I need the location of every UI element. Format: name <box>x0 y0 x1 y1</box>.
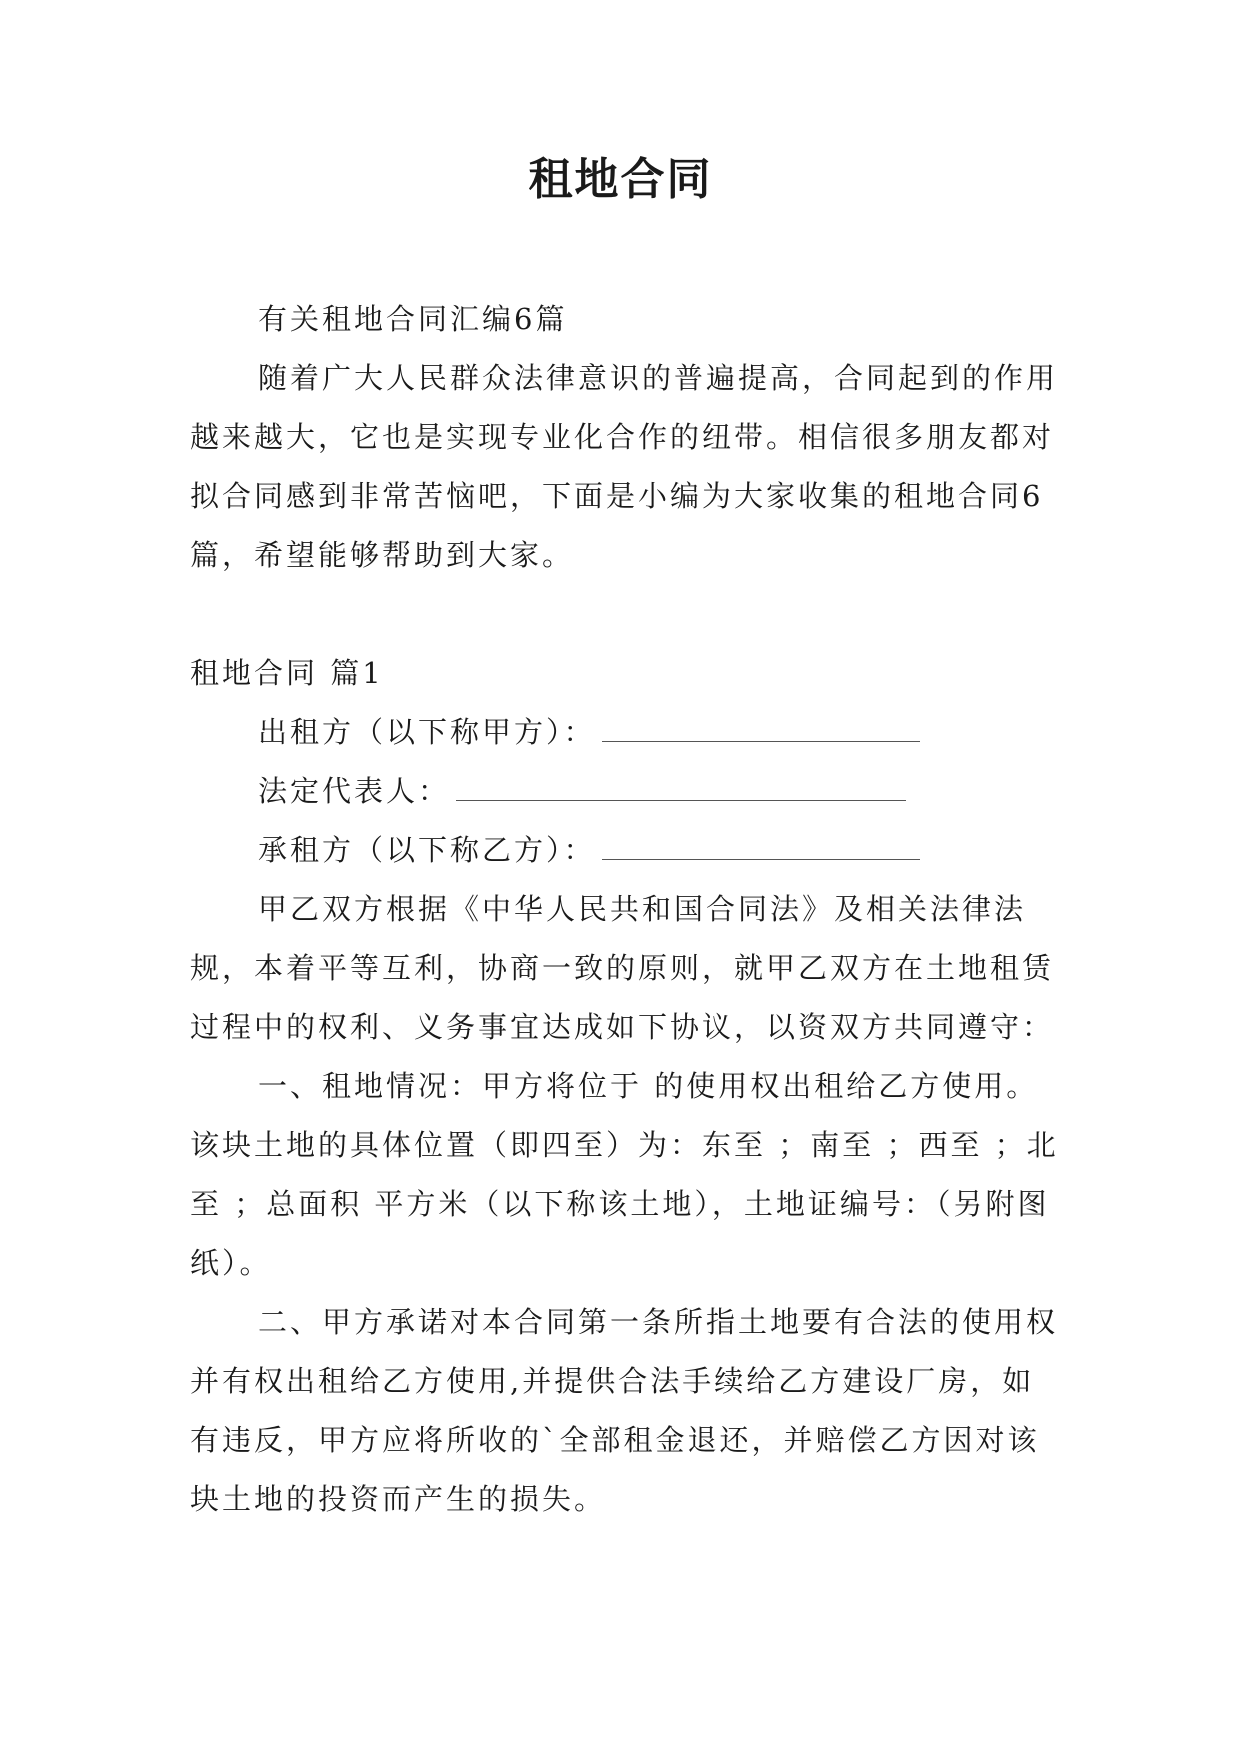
lessee-field <box>190 821 1060 880</box>
lessee-blank-line <box>602 833 920 860</box>
intro-paragraph: 随着广大人民群众法律意识的普遍提高，合同起到的作用越来越大，它也是实现专业化合作的纽带。相信很多朋友都对拟合同感到非常苦恼吧，下面是小编为大家收集的租地合同6篇，希望能够帮助到大家。 <box>190 361 1059 572</box>
legal-rep-blank-line <box>456 774 906 801</box>
legal-rep-field <box>190 762 1060 821</box>
lessor-label: 出租方（以下称甲方）： <box>258 715 596 749</box>
intro-heading: 有关租地合同汇编6篇 <box>258 302 568 336</box>
preamble-paragraph: 甲乙双方根据《中华人民共和国合同法》及相关法律法规，本着平等互利，协商一致的原则，就甲乙双方在土地租赁过程中的权利、义务事宜达成如下协议，以资双方共同遵守： <box>190 892 1055 1044</box>
document-body <box>190 290 1060 1529</box>
clause-1-paragraph: 一、租地情况：甲方将位于 的使用权出租给乙方使用。该块土地的具体位置（即四至）为：东至 ；南至 ；西至 ；北至 ；总面积 平方米（以下称该土地），土地证编号：（另附图纸）。 <box>190 1069 1059 1280</box>
section-heading: 租地合同 篇1 <box>190 656 384 690</box>
lessor-blank-line <box>602 715 920 742</box>
document-title: 租地合同 <box>528 154 713 205</box>
clause-2-paragraph: 二、甲方承诺对本合同第一条所指土地要有合法的使用权并有权出租给乙方使用,并提供合法手续给乙方建设厂房，如有违反，甲方应将所收的`全部租金退还，并赔偿乙方因对该块土地的投资而产生的损失。 <box>190 1305 1059 1516</box>
lessor-field <box>190 703 1060 762</box>
section-spacer <box>190 585 1060 644</box>
lessee-label: 承租方（以下称乙方）： <box>258 833 596 867</box>
legal-rep-label: 法定代表人： <box>258 774 451 808</box>
